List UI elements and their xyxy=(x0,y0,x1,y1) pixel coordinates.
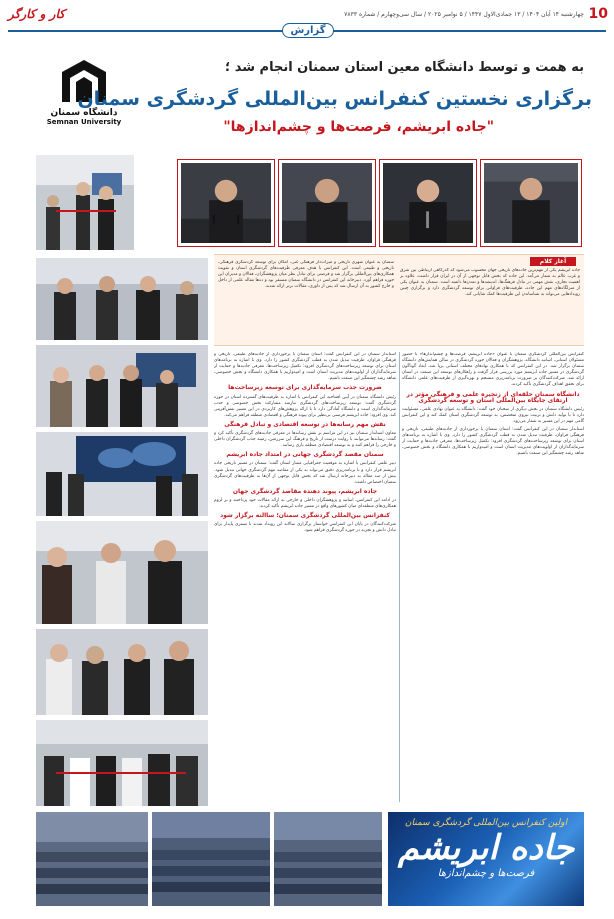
event-photo-world-map xyxy=(36,432,208,516)
intro-column-right: جاده ابریشم یکی از مهم‌ترین جاده‌های تاریخی جهان محسوب می‌شود که گذرگاهی ارتباطی بین شرق و غرب عالم به شمار می‌آمد. این جاده که بخش قابل توجهی از آن در ایران قرار داشت، علاوه بر اهمیت تجاری، نقش مهمی در تبادل فرهنگ‌ها، اندیشه‌ها و تمدن‌ها داشته است. سمنان به عنوان یکی از منزلگاه‌های مهم این جاده، ظرفیت‌های فراوانی برای توسعه گردشگری دارد و برگزاری چنین رویدادهایی می‌تواند به شناساندن این ظرفیت‌ها کمک شایانی کند. xyxy=(400,268,580,298)
article-subtitle: "جاده ابریشم، فرصت‌ها و چشم‌اندازها" xyxy=(223,119,494,135)
date-line: چهارشنبه ۱۴ آبان ۱۴۰۴ / ۱۳ جمادی‌الاول ۱۴۴۷ / ۵ نوامبر ۲۰۲۵ / سال سی‌وچهارم / شماره ۷۸۳۳ xyxy=(344,11,584,18)
paragraph: در ادامه این کنفرانس، اساتید و پژوهشگران داخلی و خارجی به ارائه مقالات خود پرداختند و بر لزوم همکاری‌های منطقه‌ای میان کشورهای واقع در مسیر جاده ابریشم تأکید کردند. xyxy=(214,497,396,509)
section-heading-5: کنفرانس بین‌المللی گردشگری سمنان؛ ساالنه برگزار شود xyxy=(220,512,390,520)
paragraph: استاندار سمنان در این کنفرانس گفت: استان سمنان با برخورداری از جاذبه‌های طبیعی، تاریخی و فرهنگی فراوان، ظرفیت تبدیل شدن به قطب گردشگری کشور را دارد. وی با اشاره به برنامه‌های استان برای توسعه زیرساخت‌های گردشگری افزود: تکمیل زیرساخت‌ها، معرفی جاذبه‌ها و حمایت از سرمایه‌گذاران از اولویت‌های مدیریت استان است و امیدواریم با همکاری دانشگاه و بخش خصوصی، شاهد رشد چشمگیر این صنعت باشیم. xyxy=(214,352,396,382)
paragraph: استاندار سمنان در این کنفرانس گفت: استان سمنان با برخورداری از جاذبه‌های طبیعی، تاریخی و فرهنگی فراوان، ظرفیت تبدیل شدن به قطب گردشگری کشور را دارد. وی با اشاره به برنامه‌های استان برای توسعه زیرساخت‌های گردشگری افزود: تکمیل زیرساخت‌ها، معرفی جاذبه‌ها و حمایت از سرمایه‌گذاران از اولویت‌های مدیریت استان است و امیدواریم با همکاری دانشگاه و بخش خصوصی، شاهد رشد چشمگیر این صنعت باشیم. xyxy=(402,427,584,457)
event-photo-5 xyxy=(36,720,208,806)
column-divider xyxy=(399,352,400,802)
audience-photo-2 xyxy=(152,812,270,906)
conference-banner xyxy=(388,812,584,906)
paragraph: رئیس دانشگاه سمنان در آیین افتتاحیه این کنفرانس با اشاره به ظرفیت‌های گسترده استان در حوزه گردشگری گفت: توسعه زیرساخت‌های گردشگری نیازمند مشارکت بخش خصوصی و جذب سرمایه‌گذاری است و دانشگاه آمادگی دارد تا با ارائه پژوهش‌های کاربردی در این مسیر نقش‌آفرینی کند. وی افزود: جاده ابریشم فرصتی بی‌نظیر برای پیوند فرهنگی و اقتصادی منطقه فراهم می‌کند. xyxy=(214,394,396,418)
right-text-column xyxy=(402,352,584,807)
section-heading-6: دانشگاه سمنان حلقه‌ای از زنجیره علمی و فرهنگی مؤثر در ارتقای جایگاه بین‌المللی استان و توسعه گردشگری xyxy=(406,390,580,404)
audience-photo-1 xyxy=(36,812,148,906)
logo-english-text: Semnan University xyxy=(46,118,122,126)
paragraph: معاون استاندار سمنان نیز در این مراسم بر نقش رسانه‌ها در معرفی جاذبه‌های گردشگری تأکید کرد و گفت: رسانه‌ها می‌توانند با روایت درست از تاریخ و فرهنگ این سرزمین، زمینه جذب گردشگران داخلی و خارجی را فراهم کنند و به توسعه اقتصادی منطقه یاری رسانند. xyxy=(214,431,396,449)
newspaper-brand: کار و کارگر xyxy=(8,7,65,21)
section-heading-3: سمنان مقصد گردشگری جهانی در امتداد جاده ابریشم xyxy=(226,451,384,459)
audience-photo-3 xyxy=(274,812,382,906)
section-heading-4: جاده ابریشم، پیوند دهنده مقاصد گردشگری جهان xyxy=(232,487,378,495)
event-photo-1 xyxy=(36,258,208,340)
intro-column-left: سمنان به عنوان شهری تاریخی و میراث‌دار فرهنگی غنی، امکان برای توسعه گردشگری فرهنگی، تاریخی و طبیعی است. این کنفرانس با هدف معرفی ظرفیت‌های گردشگری استان و تقویت همکاری‌های بین‌المللی برگزار شد و فرصتی برای تبادل نظر میان پژوهشگران، فعالان و مدیران این حوزه فراهم آورد. دبیرخانه این کنفرانس در دانشگاه سمنان مستقر بود و ده‌ها مقاله علمی از داخل و خارج کشور به آن ارسال شد که پس از داوری، مقالات برتر ارائه شدند. xyxy=(218,260,394,290)
intro-tag: آغاز کلام xyxy=(530,257,576,266)
logo-persian-text: دانشگاه سمنان xyxy=(50,108,118,118)
speaker-photo-3 xyxy=(380,160,476,246)
paragraph: شرکت‌کنندگان در پایان این کنفرانس خواستار برگزاری سالانه این رویداد شدند تا بستری پایدار برای تبادل دانش و تجربه در حوزه گردشگری فراهم شود. xyxy=(214,522,396,534)
article-kicker: به همت و توسط دانشگاه معین استان سمنان انجام شد ؛ xyxy=(225,60,584,75)
event-photo-3 xyxy=(36,521,208,624)
section-label: گزارش xyxy=(282,23,334,38)
paragraph: دبیر علمی کنفرانس با اشاره به موقعیت جغرافیایی ممتاز استان گفت: سمنان در مسیر تاریخی جاده ابریشم قرار دارد و با برنامه‌ریزی دقیق می‌تواند به یکی از مقاصد مهم گردشگری جهانی تبدیل شود. بیش از صد مقاله به دبیرخانه ارسال شد که بخش قابل توجهی از آن‌ها به ظرفیت‌های گردشگری سمنان اختصاص داشت. xyxy=(214,461,396,485)
event-photo-2 xyxy=(36,345,208,427)
speaker-photo-2 xyxy=(279,160,375,246)
speaker-photo-1 xyxy=(178,160,274,246)
speaker-photo-4 xyxy=(481,160,581,246)
paragraph: رئیس دانشگاه سمنان در بخش دیگری از سخنان خود گفت: دانشگاه به عنوان نهادی علمی، مسئولیت دارد تا با تولید دانش و تربیت نیروی متخصص، به توسعه گردشگری استان کمک کند و این کنفرانس گامی مهم در این مسیر به شمار می‌رود. xyxy=(402,406,584,424)
banner-line-2: جاده ابریشم xyxy=(397,828,575,868)
section-heading-2: نقش مهم رسانه‌ها در توسعه اقتصادی و تبادل فرهنگی xyxy=(224,420,386,428)
page-number: 10 xyxy=(588,6,608,22)
paragraph: کنفرانس بین‌المللی گردشگری سمنان با عنوان «جاده ابریشم، فرصت‌ها و چشم‌اندازها» با حضور مسئولان استانی، اساتید دانشگاه، پژوهشگران و فعالان حوزه گردشگری در سالن همایش‌های دانشگاه سمنان برگزار شد. در این کنفرانس که با همکاری نهادهای مختلف استانی برپا شد، ابعاد گوناگون گردشگری در مسیر جاده ابریشم مورد بررسی قرار گرفت و راهکارهای توسعه این صنعت در استان ارائه شد. شرکت‌کنندگان بر ضرورت برنامه‌ریزی منسجم و بهره‌گیری از ظرفیت‌های علمی دانشگاه برای تحقق اهداف گردشگری تأکید کردند. xyxy=(402,352,584,388)
middle-text-column xyxy=(214,352,396,808)
ribbon-cutting-photo xyxy=(36,155,134,250)
banner-line-1: اولین کنفرانس بین‌المللی گردشگری سمنان xyxy=(404,818,568,828)
section-heading-1: ضرورت جذب سرمایه‌گذاری برای توسعه زیرساخت‌ها xyxy=(228,384,382,392)
article-title: برگزاری نخستین کنفرانس بین‌المللی گردشگری سمنان xyxy=(77,88,592,110)
event-photo-4 xyxy=(36,629,208,715)
banner-line-3: فرصت‌ها و چشم‌اندازها xyxy=(437,868,535,879)
